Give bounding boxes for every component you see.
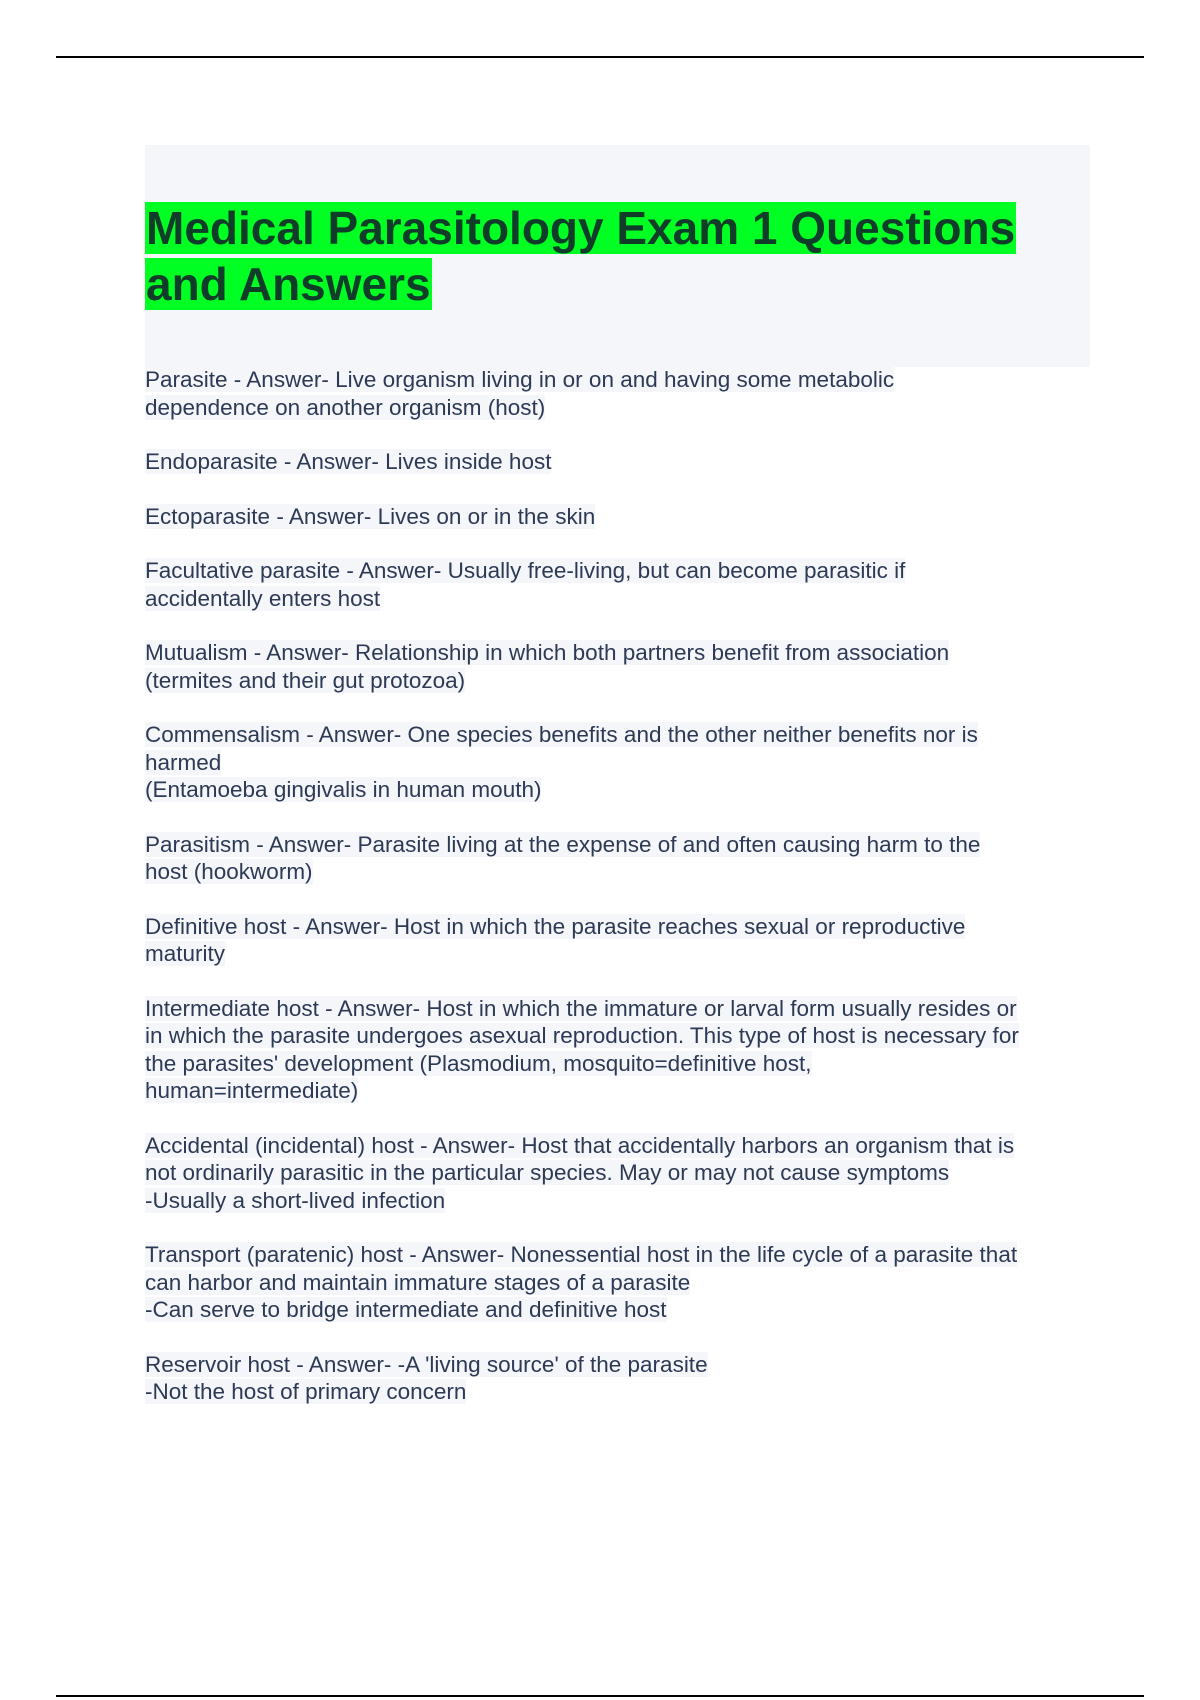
qa-line: not ordinarily parasitic in the particular species. May or may not cause symptoms [145, 1160, 950, 1185]
qa-line: Transport (paratenic) host - Answer- Nonessential host in the life cycle of a parasite that [145, 1242, 1018, 1267]
qa-item [145, 913, 1090, 968]
title-line-1: Medical Parasitology Exam 1 Questions [146, 202, 1016, 254]
qa-list [145, 366, 1090, 1433]
qa-line: -Can serve to bridge intermediate and definitive host [145, 1297, 667, 1322]
qa-line: Ectoparasite - Answer- Lives on or in the skin [145, 503, 596, 529]
qa-item [145, 503, 1090, 531]
qa-line: (termites and their gut protozoa) [145, 667, 466, 693]
bottom-rule [56, 1695, 1144, 1697]
qa-item [145, 721, 1090, 804]
qa-item [145, 448, 1090, 476]
qa-line: host (hookworm) [145, 859, 313, 884]
qa-item [145, 366, 1090, 421]
qa-line: (Entamoeba gingivalis in human mouth) [145, 777, 542, 802]
qa-line: -Not the host of primary concern [145, 1379, 467, 1404]
qa-line: Facultative parasite - Answer- Usually free-living, but can become parasitic if [145, 558, 906, 583]
qa-line: human=intermediate) [145, 1078, 359, 1103]
qa-line: accidentally enters host [145, 585, 381, 611]
qa-line: Commensalism - Answer- One species benefits and the other neither benefits nor is [145, 722, 978, 747]
qa-line: Reservoir host - Answer- -A 'living source' of the parasite [145, 1351, 708, 1377]
qa-item [145, 831, 1090, 886]
qa-line: can harbor and maintain immature stages of a parasite [145, 1269, 691, 1295]
qa-line: harmed [145, 749, 222, 775]
qa-line: dependence on another organism (host) [145, 394, 546, 420]
qa-line: Parasite - Answer- Live organism living in or on and having some metabolic [145, 367, 895, 392]
qa-line: Definitive host - Answer- Host in which the parasite reaches sexual or reproductive [145, 913, 966, 939]
title-line-2: and Answers [146, 258, 431, 310]
qa-line: in which the parasite undergoes asexual reproduction. This type of host is necessary for [145, 1023, 1019, 1048]
qa-line: Intermediate host - Answer- Host in which the immature or larval form usually resides or [145, 995, 1017, 1021]
qa-line: Endoparasite - Answer- Lives inside host [145, 449, 552, 474]
qa-line: -Usually a short-lived infection [145, 1187, 446, 1213]
qa-item [145, 1132, 1090, 1215]
qa-line: Mutualism - Answer- Relationship in which both partners benefit from association [145, 640, 950, 665]
qa-item [145, 639, 1090, 694]
qa-line: Parasitism - Answer- Parasite living at the expense of and often causing harm to the [145, 831, 981, 857]
qa-item [145, 1241, 1090, 1324]
qa-item [145, 557, 1090, 612]
qa-line: Accidental (incidental) host - Answer- Host that accidentally harbors an organism that is [145, 1132, 1015, 1158]
page-title [145, 200, 1090, 312]
qa-line: maturity [145, 941, 226, 966]
qa-line: the parasites' development (Plasmodium, mosquito=definitive host, [145, 1050, 812, 1076]
qa-item [145, 1351, 1090, 1406]
top-rule [56, 56, 1144, 58]
qa-item [145, 995, 1090, 1105]
